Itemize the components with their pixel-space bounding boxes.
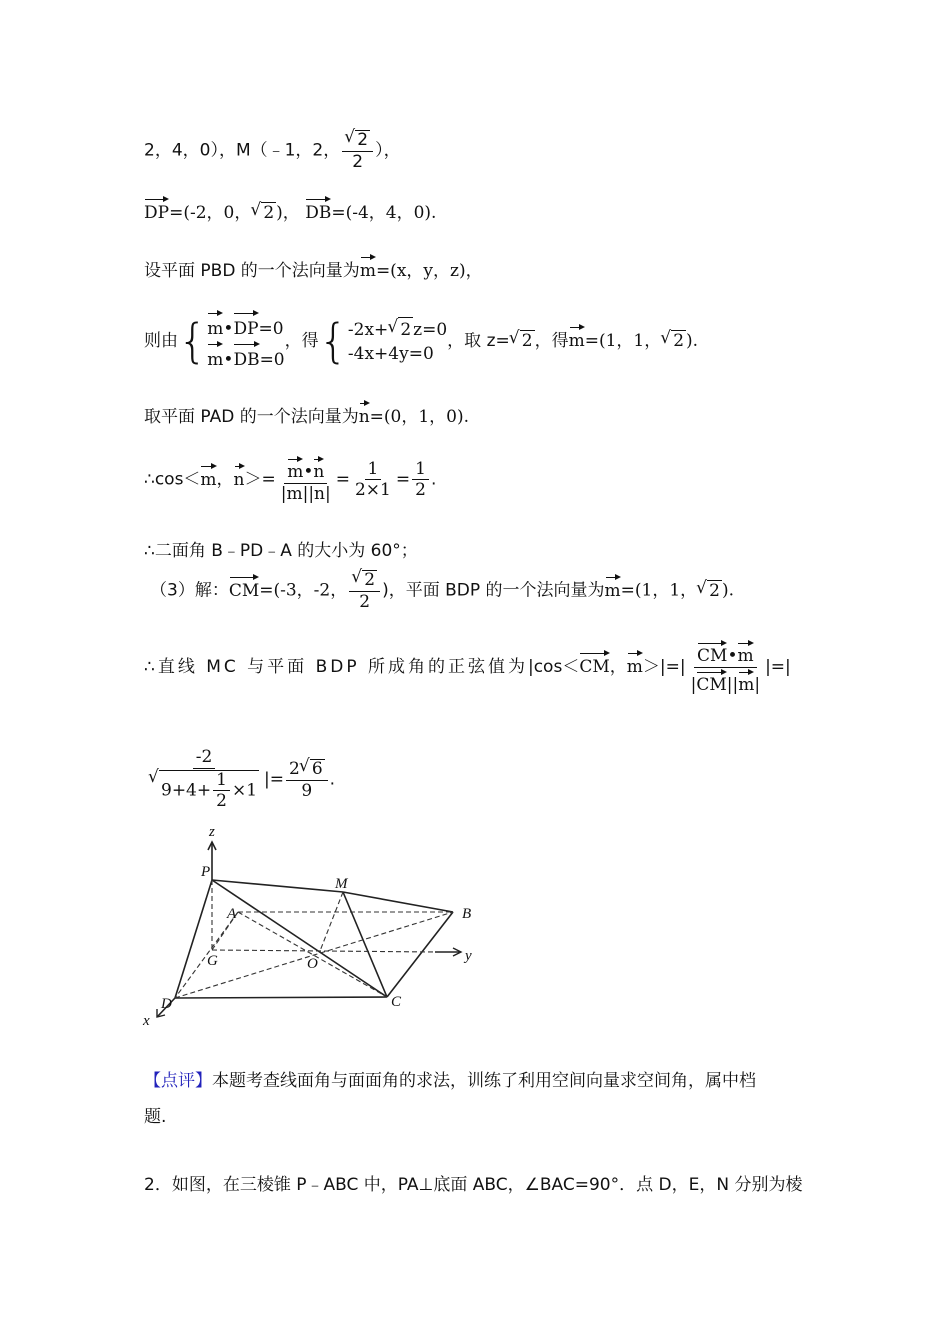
left-brace: {	[318, 314, 348, 368]
label-x: x	[143, 1013, 150, 1029]
edge-mc	[343, 892, 387, 997]
label-p: P	[201, 864, 211, 880]
comment-line-1: 【点评】本题考查线面角与面面角的求法，训练了利用空间向量求空间角，属中档	[144, 1071, 756, 1091]
fraction: $\frac{2√ 6}{9}$	[286, 759, 328, 800]
edge-pd	[175, 880, 212, 998]
comment-line-2: 题.	[144, 1107, 167, 1127]
equation-system-2: -2x+√ 2 z=0 -4x+4y=0	[348, 317, 447, 366]
vector-db: DB	[305, 196, 331, 223]
fraction: √ $\frac{2}{2}$	[349, 570, 380, 611]
fraction: $\frac{m•n}{|m||n|}$	[278, 456, 334, 503]
edge-cb	[387, 912, 453, 997]
solution-line-5: 取平面 PAD 的一个法向量为n=(0，1，0).	[144, 400, 469, 427]
label-o: O	[307, 956, 318, 972]
edge-dc	[175, 997, 387, 998]
solution-line-8: （3）解：CM=(-3，-2， √ $\frac{2}{2}$ )，平面 BDP 的一个法向量为m=(1，1，√ 2 ).	[150, 570, 734, 611]
solution-line-4: 则由{ m•DP=0 m•DB=0 ，得{ -2x+√ 2 z=0 -4x+4y=0 ，取 z=√ 2 ，得m=(1，1，√ 2 ).	[144, 310, 698, 372]
fraction: $\frac{CM•m}{|CM||m|}$	[688, 640, 763, 694]
fraction: √ $\frac{2}{2}$	[342, 130, 373, 171]
solution-line-1: 2，4，0），M（﹣1，2， √ $\frac{2}{2}$ ），	[144, 130, 401, 171]
equation-system-1: m•DP=0 m•DB=0	[207, 310, 284, 372]
label-c: C	[391, 994, 402, 1010]
label-z: z	[209, 824, 215, 840]
solution-line-10: -2 √ 9+4+ $\frac{1}{2}$ ×1 |= $\frac{2√ 6}{9}$ .	[144, 748, 335, 811]
label-y: y	[465, 948, 472, 964]
solution-line-2: DP=(-2，0，√ 2 )， DB=(-4，4，0).	[144, 196, 436, 223]
left-brace: {	[178, 314, 208, 368]
solution-line-6: ∴cos＜m，n＞= $\frac{m•n}{|m||n|}$ = $\frac{1}{2\times 1}$ = $\frac{1}{2}$ .	[144, 456, 436, 503]
vector-n: n	[359, 400, 370, 427]
fraction: -2 √ 9+4+ $\frac{1}{2}$ ×1	[146, 748, 262, 811]
vector-dp: DP	[144, 196, 169, 223]
vector-m: m	[360, 254, 376, 281]
label-g: G	[207, 953, 218, 969]
fraction: $\frac{1}{2}$	[412, 460, 429, 500]
comment-tag: 【点评】	[144, 1071, 212, 1091]
label-d: D	[161, 996, 172, 1012]
problem-2-text: 2．如图，在三棱锥 P﹣ABC 中，PA⊥底面 ABC，∠BAC=90°．点 D，E，N 分别为棱	[144, 1175, 803, 1195]
fraction: $\frac{1}{2\times 1}$	[354, 458, 391, 501]
edge-pm	[212, 880, 343, 892]
label-m: M	[335, 876, 348, 892]
label-b: B	[462, 906, 472, 922]
solution-line-7: ∴二面角 B﹣PD﹣A 的大小为 60°；	[144, 541, 418, 561]
solution-line-9: ∴直线 MC 与平面 BDP 所成角的正弦值为|cos＜CM，m＞|=| $\frac{CM•m}{|CM||m|}$ |=|	[144, 640, 791, 694]
edge-mb	[343, 892, 453, 912]
edge-pc	[212, 880, 387, 997]
dashed-mo	[320, 892, 343, 951]
geometry-figure	[135, 820, 495, 1035]
label-a: A	[227, 906, 237, 922]
dashed-ac	[238, 912, 387, 997]
solution-line-3: 设平面 PBD 的一个法向量为m=(x，y，z)，	[144, 254, 483, 281]
